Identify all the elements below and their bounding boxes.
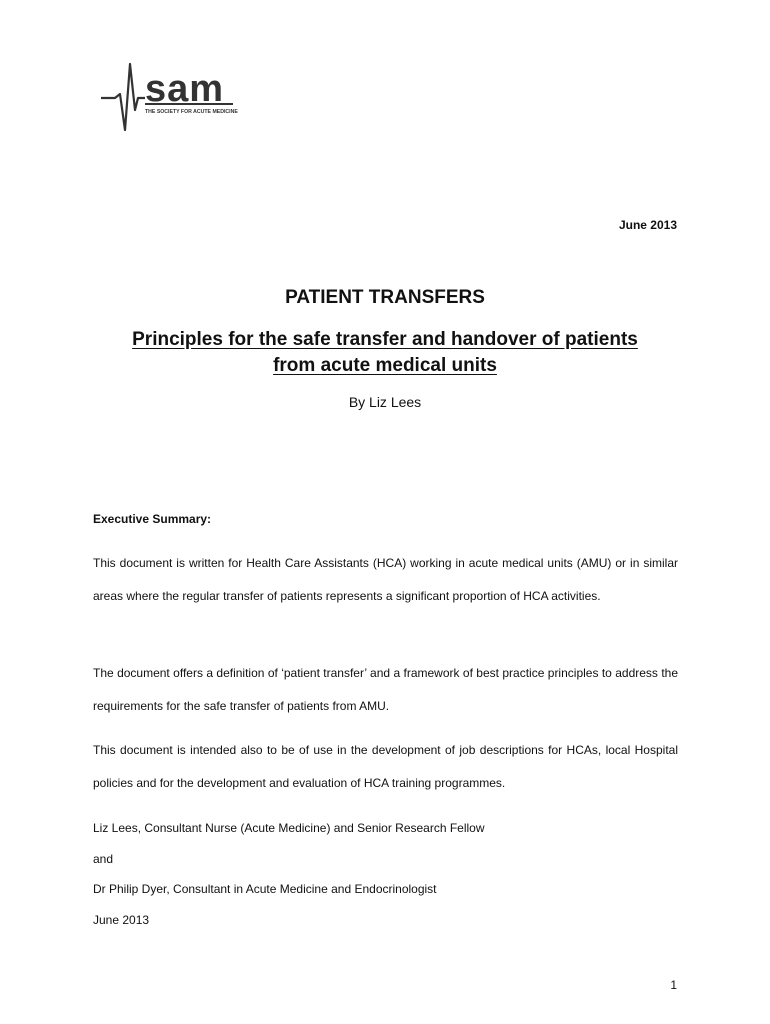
logo-tagline: THE SOCIETY FOR ACUTE MEDICINE	[145, 109, 238, 115]
page-number: 1	[670, 978, 677, 992]
summary-paragraph-2: The document offers a definition of ‘patient transfer’ and a framework of best practice principles to address the requirements for the safe transfer of patients from AMU.	[93, 666, 678, 713]
document-date: June 2013	[618, 218, 677, 232]
sam-logo-graphic	[101, 58, 241, 138]
summary-paragraph-3: This document is intended also to be of use in the development of job descriptions for HCAs, local Hospital policies and for the development and evaluation of HCA training programmes.	[93, 743, 678, 790]
sam-logo	[101, 58, 241, 138]
logo-wordmark: sam	[145, 68, 225, 110]
document-subtitle	[60, 327, 710, 379]
credit-line-2: and	[93, 852, 114, 866]
credit-line-1: Liz Lees, Consultant Nurse (Acute Medicine) and Senior Research Fellow	[93, 821, 485, 835]
credit-line-3: Dr Philip Dyer, Consultant in Acute Medicine and Endocrinologist	[93, 882, 437, 896]
ecg-pulse-icon	[101, 64, 145, 130]
credit-line-4: June 2013	[93, 913, 150, 927]
subtitle-line-1: Principles for the safe transfer and handover of patients	[132, 329, 638, 350]
summary-paragraph-1: This document is written for Health Care Assistants (HCA) working in acute medical units (AMU) or in similar areas where the regular transfer of patients represents a significant proportion of HCA activities.	[93, 556, 678, 603]
document-author: By Liz Lees	[348, 394, 422, 410]
document-title: PATIENT TRANSFERS	[285, 287, 485, 308]
subtitle-line-2: from acute medical units	[273, 355, 497, 376]
executive-summary-heading: Executive Summary:	[93, 512, 212, 526]
